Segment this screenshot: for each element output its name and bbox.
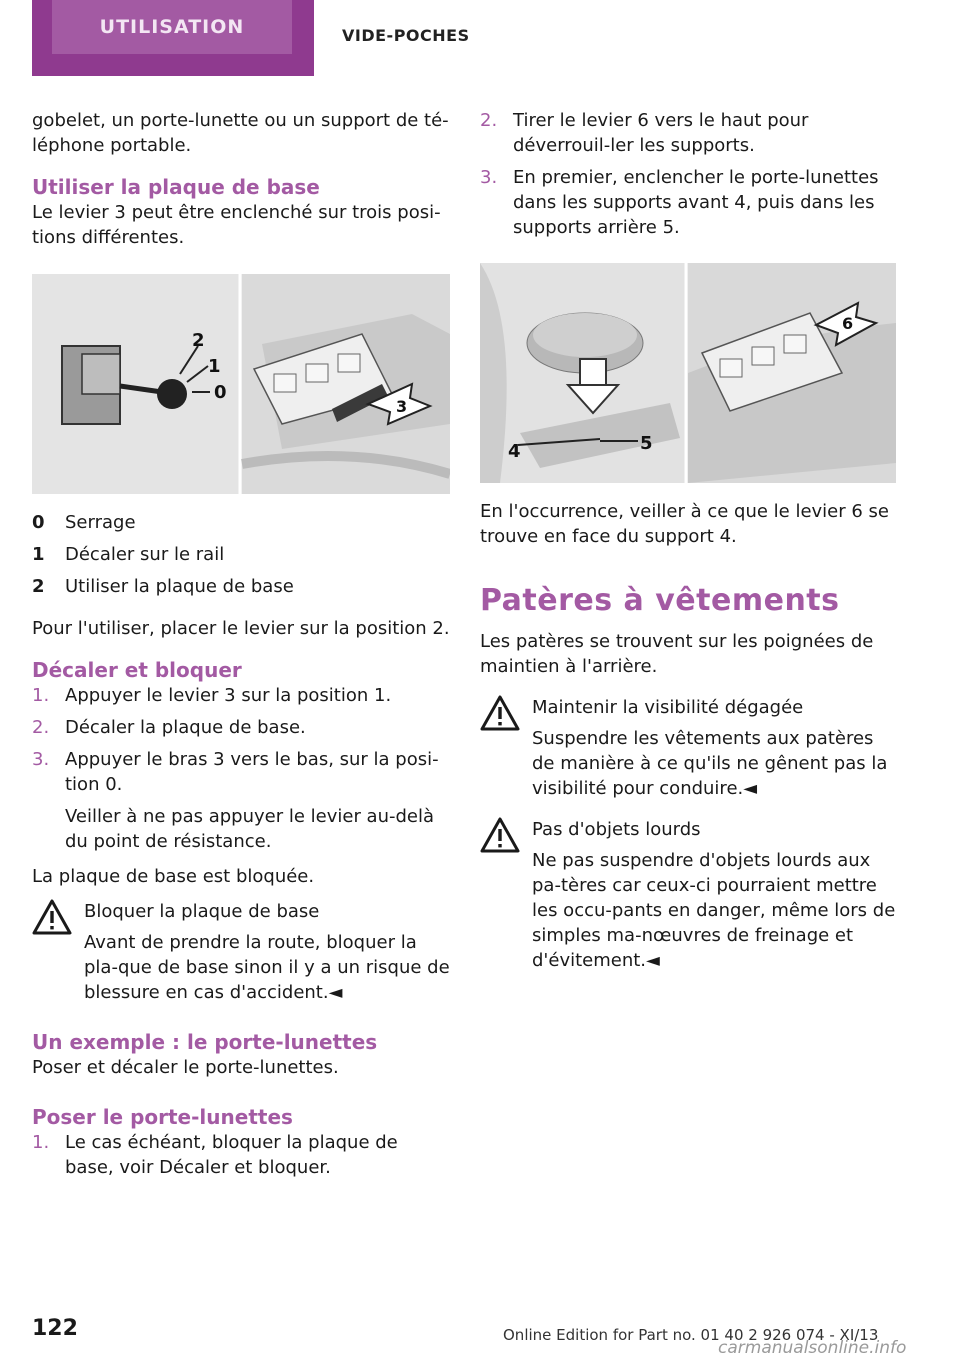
heading-hooks: Patères à vêtements <box>480 583 840 618</box>
list-item <box>32 542 450 567</box>
figure-lever-positions <box>32 274 450 494</box>
warning-text: Avant de prendre la route, bloquer la pla-que de base sinon il y a un risque de blessure en cas d'accident.◄ <box>84 932 450 1003</box>
fig2-label-6: 6 <box>842 314 854 333</box>
list-item-text: Décaler sur le rail <box>65 544 225 565</box>
warning-title: Bloquer la plaque de base <box>84 901 320 922</box>
list-item-text: Utiliser la plaque de base <box>65 576 294 597</box>
list-item <box>32 1130 450 1180</box>
step3-note: Veiller à ne pas appuyer le levier au-delà du point de résistance. <box>65 806 435 852</box>
list-item <box>32 510 450 535</box>
steps-install <box>32 1130 450 1180</box>
edition-footer: Online Edition for Part no. 01 40 2 926 074 - XI/13 <box>503 1326 879 1344</box>
list-item-text: Serrage <box>65 512 136 533</box>
fig2-label-4: 4 <box>508 441 521 462</box>
warning-text: Suspendre les vêtements aux patères de manière à ce qu'ils ne gênent pas la visibilité pour conduire.◄ <box>532 728 888 799</box>
heading-shift-lock: Décaler et bloquer <box>32 658 242 682</box>
warning-icon <box>480 695 520 731</box>
chapter-tab[interactable]: UTILISATION <box>52 0 292 54</box>
steps-install-continued <box>480 108 896 240</box>
list-item <box>32 715 450 740</box>
locked-text: La plaque de base est bloquée. <box>32 866 315 887</box>
watermark: carmanualsonline.info <box>718 1338 907 1358</box>
left-column <box>32 108 450 1187</box>
list-item-number: 1. <box>32 685 50 706</box>
list-item <box>32 683 450 708</box>
heading-base-plate: Utiliser la plaque de base <box>32 175 320 199</box>
section-title: VIDE-POCHES <box>342 26 470 45</box>
list-item-number: 1. <box>32 1132 50 1153</box>
page-number: 122 <box>32 1316 78 1341</box>
list-item-text: Appuyer le bras 3 vers le bas, sur la posi-tion 0. <box>65 749 439 795</box>
list-item-text: Appuyer le levier 3 sur la position 1. <box>65 685 392 706</box>
fig1-callout-3: 3 <box>396 397 408 416</box>
fig1-label-2: 2 <box>192 330 205 351</box>
warning-body <box>32 930 450 1005</box>
heading-install: Poser le porte-lunettes <box>32 1105 293 1129</box>
list-item-text: Tirer le levier 6 vers le haut pour déverrouil-ler les supports. <box>513 110 809 156</box>
list-item-number: 2. <box>480 110 498 131</box>
list-item-number: 2 <box>32 576 45 597</box>
fig1-label-1: 1 <box>208 356 221 377</box>
list-item <box>480 165 896 240</box>
warning-text: Ne pas suspendre d'objets lourds aux pa-tères car ceux-ci pourraient mettre les occu-pants en danger, même lors de simples ma-nœuvres de freinage et d'évitement.◄ <box>532 850 896 971</box>
heading-example: Un exemple : le porte-lunettes <box>32 1030 378 1054</box>
hooks-text: Les patères se trouvent sur les poignées de maintien à l'arrière. <box>480 631 874 677</box>
warning-title: Maintenir la visibilité dégagée <box>532 697 804 718</box>
warning-block <box>32 899 450 924</box>
list-item-number: 3. <box>32 749 50 770</box>
warning-block <box>480 695 896 720</box>
list-item-number: 3. <box>480 167 498 188</box>
example-text: Poser et décaler le porte-lunettes. <box>32 1057 339 1078</box>
list-item <box>32 747 450 797</box>
warning-icon <box>32 899 72 935</box>
list-item-text: En premier, enclencher le porte-lunettes dans les supports avant 4, puis dans les supports arrière 5. <box>513 167 879 238</box>
warning-icon <box>480 817 520 853</box>
list-item <box>32 574 450 599</box>
figure-glasses-holder <box>480 263 896 483</box>
list-item-number: 0 <box>32 512 45 533</box>
warning-block <box>480 817 896 842</box>
position-list <box>32 510 450 599</box>
list-item-number: 1 <box>32 544 45 565</box>
fig1-label-0: 0 <box>214 382 227 403</box>
note-text: En l'occurrence, veiller à ce que le levier 6 se trouve en face du support 4. <box>480 501 889 547</box>
warning-title: Pas d'objets lourds <box>532 819 701 840</box>
list-item-text: Le cas échéant, bloquer la plaque de base, voir Décaler et bloquer. <box>65 1132 398 1178</box>
list-item-text: Décaler la plaque de base. <box>65 717 306 738</box>
steps-lock <box>32 683 450 797</box>
list-item <box>480 108 896 158</box>
intro-text: gobelet, un porte-lunette ou un support de té-léphone portable. <box>32 110 449 156</box>
lever-text: Le levier 3 peut être enclenché sur trois posi-tions différentes. <box>32 202 441 248</box>
fig2-label-5: 5 <box>640 433 653 454</box>
use-text: Pour l'utiliser, placer le levier sur la position 2. <box>32 618 450 639</box>
right-column <box>480 108 896 973</box>
list-item-number: 2. <box>32 717 50 738</box>
